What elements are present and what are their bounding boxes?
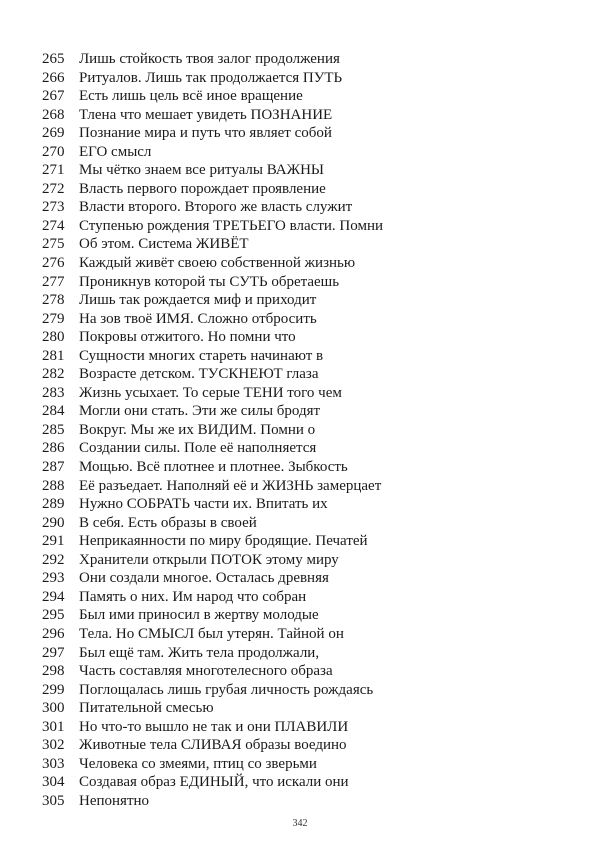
poem-line [42, 328, 562, 347]
line-text: Питательной смесью [79, 700, 214, 717]
line-text: Неприкаянности по миру бродящие. Печатей [79, 533, 368, 550]
poem-line [42, 421, 562, 440]
line-number: 270 [42, 143, 65, 160]
poem-line [42, 143, 562, 162]
poem-line [42, 439, 562, 458]
poem-line [42, 402, 562, 421]
line-text: Животные тела СЛИВАЯ образы воедино [79, 737, 347, 754]
line-number: 284 [42, 403, 65, 420]
line-text: Хранители открыли ПОТОК этому миру [79, 551, 339, 568]
poem-line [42, 50, 562, 69]
poem-line [42, 69, 562, 88]
line-number: 294 [42, 588, 65, 605]
line-text: Память о них. Им народ что собран [79, 588, 307, 605]
line-text: ЕГО смысл [79, 143, 152, 160]
line-number: 278 [42, 292, 65, 309]
line-text: Ритуалов. Лишь так продолжается ПУТЬ [79, 69, 343, 86]
line-number: 303 [42, 755, 65, 772]
poem-line [42, 477, 562, 496]
poem-line [42, 662, 562, 681]
line-number: 289 [42, 496, 65, 513]
line-number: 269 [42, 125, 65, 142]
line-number: 302 [42, 737, 65, 754]
line-number: 296 [42, 625, 65, 642]
line-text: Власть первого порождает проявление [79, 180, 326, 197]
line-number: 290 [42, 514, 65, 531]
poem-line [42, 755, 562, 774]
poem-line [42, 514, 562, 533]
line-number: 295 [42, 607, 65, 624]
line-number: 287 [42, 459, 65, 476]
line-text: Непонятно [79, 792, 150, 809]
line-text: Мы чётко знаем все ритуалы ВАЖНЫ [79, 162, 324, 179]
poem-line [42, 235, 562, 254]
line-text: Возрасте детском. ТУСКНЕЮТ глаза [79, 366, 319, 383]
poem-line [42, 625, 562, 644]
poem-line [42, 106, 562, 125]
poem-line [42, 532, 562, 551]
poem-line [42, 291, 562, 310]
line-number: 276 [42, 255, 65, 272]
line-text: Нужно СОБРАТЬ части их. Впитать их [79, 496, 328, 513]
poem-line [42, 569, 562, 588]
line-text: Власти второго. Второго же власть служит [79, 199, 353, 216]
poem-line [42, 606, 562, 625]
poem-line [42, 161, 562, 180]
line-number: 279 [42, 310, 65, 327]
line-text: Проникнув которой ты СУТЬ обретаешь [79, 273, 340, 290]
poem-line [42, 588, 562, 607]
line-text: Лишь стойкость твоя залог продолжения [79, 51, 340, 67]
poem-line [42, 495, 562, 514]
poem-line [42, 736, 562, 755]
line-number: 277 [42, 273, 65, 290]
line-number: 288 [42, 477, 65, 494]
line-number: 305 [42, 792, 65, 809]
poem-line [42, 773, 562, 792]
line-number: 266 [42, 69, 65, 86]
line-number: 299 [42, 681, 65, 698]
poem-line [42, 458, 562, 477]
line-number: 286 [42, 440, 65, 457]
poem-line [42, 551, 562, 570]
poem-line [42, 254, 562, 273]
poem-line [42, 87, 562, 106]
line-text: В себя. Есть образы в своей [79, 514, 257, 531]
line-number: 304 [42, 774, 65, 791]
line-number: 267 [42, 88, 65, 105]
line-text: Вокруг. Мы же их ВИДИМ. Помни о [79, 421, 316, 438]
line-number: 271 [42, 162, 65, 179]
poem-line [42, 124, 562, 143]
poem-text [42, 50, 562, 810]
line-number: 273 [42, 199, 65, 216]
line-text: Создавая образ ЕДИНЫЙ, что искали они [79, 774, 349, 791]
line-text: Часть составляя многотелесного образа [79, 663, 333, 680]
line-text: Был ещё там. Жить тела продолжали, [79, 644, 320, 661]
poem-line [42, 365, 562, 384]
line-text: Создании силы. Поле её наполняется [79, 440, 317, 457]
line-text: Жизнь усыхает. То серые ТЕНИ того чем [79, 384, 342, 401]
page-number: 342 [292, 818, 308, 829]
line-text: Ступенью рождения ТРЕТЬЕГО власти. Помни [79, 217, 384, 234]
line-number: 275 [42, 236, 65, 253]
line-text: Поглощалась лишь грубая личность рождаясь [79, 681, 374, 698]
poem-line [42, 718, 562, 737]
poem-line [42, 699, 562, 718]
line-number: 282 [42, 366, 65, 383]
line-number: 280 [42, 329, 65, 346]
line-number: 301 [42, 718, 65, 735]
line-text: Покровы отжитого. Но помни что [79, 329, 296, 346]
line-number: 298 [42, 663, 65, 680]
poem-line [42, 384, 562, 403]
poem-line [42, 198, 562, 217]
line-text: Об этом. Система ЖИВЁТ [79, 236, 249, 253]
line-text: Каждый живёт своею собственной жизнью [79, 255, 356, 272]
line-number: 265 [42, 51, 65, 67]
poem-line [42, 347, 562, 366]
line-number: 283 [42, 384, 65, 401]
line-number: 268 [42, 106, 65, 123]
poem-line [42, 644, 562, 663]
poem-line [42, 681, 562, 700]
line-text: На зов твоё ИМЯ. Сложно отбросить [79, 310, 317, 327]
line-number: 291 [42, 533, 65, 550]
line-number: 281 [42, 347, 65, 364]
line-number: 272 [42, 180, 65, 197]
line-number: 297 [42, 644, 65, 661]
poem-line [42, 273, 562, 292]
poem-line [42, 792, 562, 811]
line-text: Но что-то вышло не так и они ПЛАВИЛИ [79, 718, 349, 735]
poem-line [42, 180, 562, 199]
line-text: Её разъедает. Наполняй её и ЖИЗНЬ замерцает [79, 477, 382, 494]
line-number: 274 [42, 217, 65, 234]
line-text: Лишь так рождается миф и приходит [79, 292, 317, 309]
line-text: Есть лишь цель всё иное вращение [79, 88, 303, 105]
line-number: 292 [42, 551, 65, 568]
line-number: 285 [42, 421, 65, 438]
poem-line [42, 310, 562, 329]
line-text: Тлена что мешает увидеть ПОЗНАНИЕ [79, 106, 333, 123]
line-text: Был ими приносил в жертву молодые [79, 607, 319, 624]
line-number: 300 [42, 700, 65, 717]
line-text: Познание мира и путь что являет собой [79, 125, 332, 142]
line-text: Человека со змеями, птиц со зверьми [79, 755, 317, 772]
poem-line [42, 217, 562, 236]
line-text: Мощью. Всё плотнее и плотнее. Зыбкость [79, 459, 348, 476]
line-text: Сущности многих стареть начинают в [79, 347, 324, 364]
line-text: Могли они стать. Эти же силы бродят [79, 403, 321, 420]
line-text: Они создали многое. Осталась древняя [79, 570, 329, 587]
line-number: 293 [42, 570, 65, 587]
line-text: Тела. Но СМЫСЛ был утерян. Тайной он [79, 625, 344, 642]
